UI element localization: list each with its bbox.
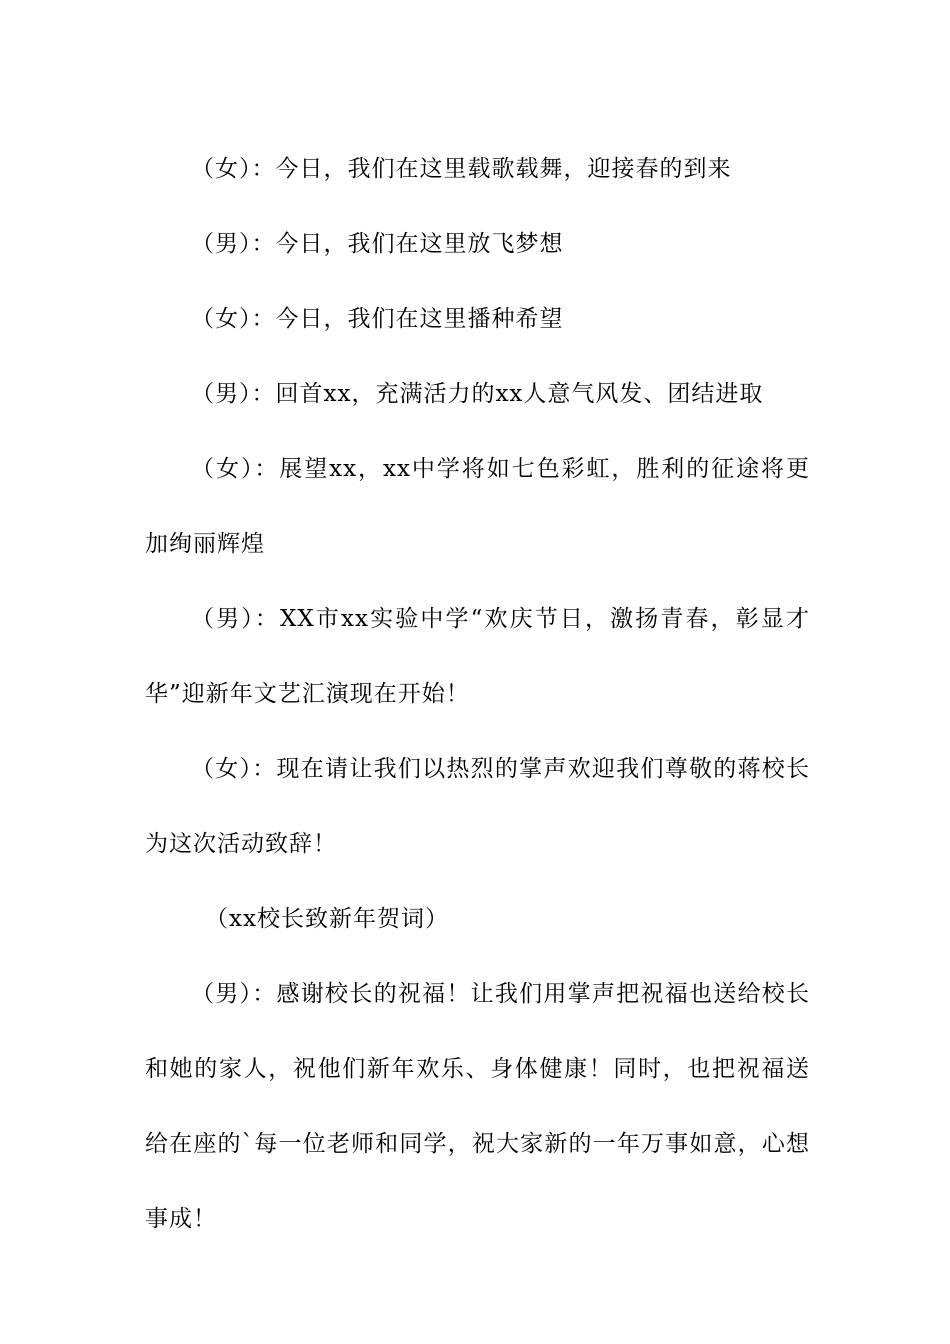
paragraph-4: （男）：回首xx，充满活力的xx人意气风发、团结进取 [191,381,764,407]
paragraph-9: （男）：感谢校长的祝福！让我们用掌声把祝福也送给校长和她的家人，祝他们新年欢乐、身体健康！同时，也把祝福送给在座的`每一位老师和同学，祝大家新的一年万事如意，心想事成！ [145,981,810,1232]
document-body [145,132,810,1257]
paragraph-6: （男）：XX市xx实验中学“欢庆节日，激扬青春，彰显才华”迎新年文艺汇演现在开始！ [145,606,810,707]
paragraph-3: （女）：今日，我们在这里播种希望 [191,306,564,332]
paragraph-2: （男）：今日，我们在这里放飞梦想 [191,231,564,257]
paragraph-7: （女）：现在请让我们以热烈的掌声欢迎我们尊敬的蒋校长为这次活动致辞！ [145,756,810,857]
paragraph-5: （女）：展望xx，xx中学将如七色彩虹，胜利的征途将更加绚丽辉煌 [145,456,810,557]
paragraph-1: （女）：今日，我们在这里载歌载舞，迎接春的到来 [191,156,732,182]
paragraph-8: （xx校长致新年贺词） [205,906,449,932]
